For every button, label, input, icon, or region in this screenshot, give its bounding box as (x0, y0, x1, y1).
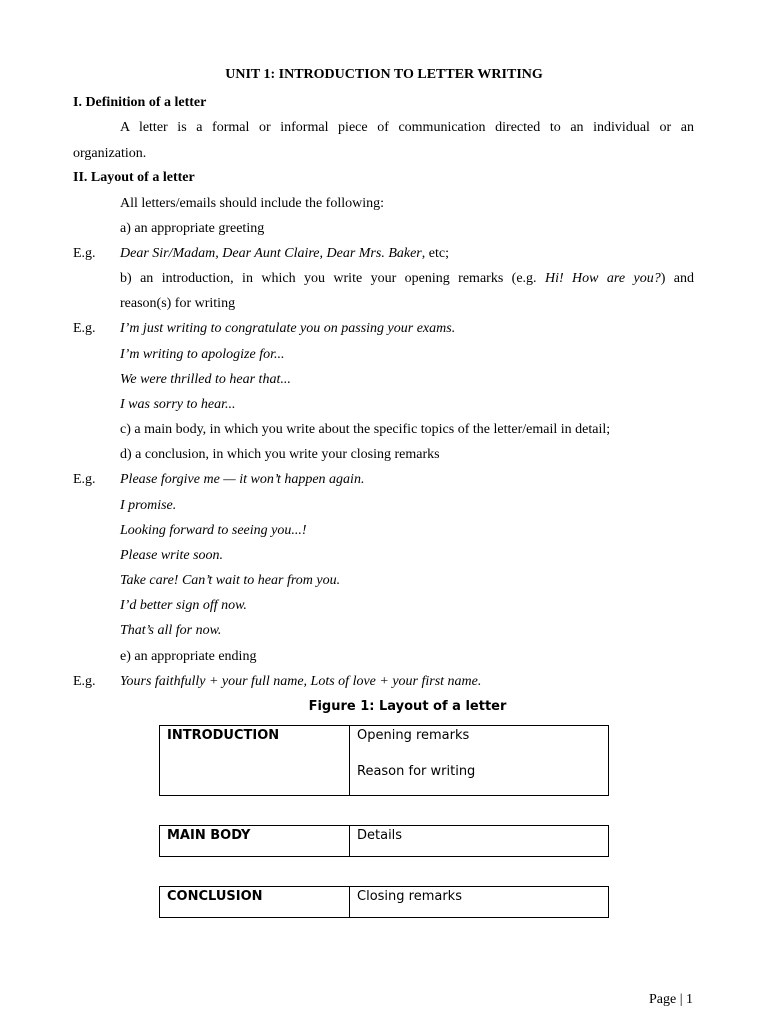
table-label-text: CONCLUSION (167, 889, 263, 904)
eg-label: E.g. (73, 674, 96, 689)
layout-table-conclusion (159, 886, 609, 918)
table-content-text: Closing remarks (357, 889, 462, 904)
example-intro: We were thrilled to hear that... (120, 372, 291, 387)
item-b-text: b) an introduction, in which you write your opening remarks (e.g. (120, 271, 545, 286)
item-e-ending: e) an appropriate ending (120, 649, 257, 664)
table-label-text: MAIN BODY (167, 828, 251, 843)
section-heading-layout: II. Layout of a letter (73, 170, 195, 185)
table-label (160, 726, 350, 796)
layout-table-introduction (159, 725, 609, 796)
example-intro: I was sorry to hear... (120, 397, 236, 412)
eg-label: E.g. (73, 246, 96, 261)
page-number: Page | 1 (649, 992, 694, 1007)
figure-caption: Figure 1: Layout of a letter (308, 699, 507, 714)
table-content (350, 726, 609, 796)
item-d-conclusion: d) a conclusion, in which you write your closing remarks (120, 447, 440, 462)
example-greeting-tail: , etc; (421, 246, 449, 261)
definition-paragraph-line1: A letter is a formal or informal piece of communication directed to an individual or an (120, 120, 694, 135)
example-closing: Please write soon. (120, 548, 224, 563)
definition-paragraph-line2: organization. (73, 146, 147, 161)
unit-title: UNIT 1: INTRODUCTION TO LETTER WRITING (225, 67, 543, 82)
example-intro: I’m writing to apologize for... (120, 347, 285, 362)
table-content-text: Details (357, 828, 403, 843)
example-closing: Please forgive me — it won’t happen again. (120, 472, 365, 487)
table-content (350, 887, 609, 918)
section-heading-definition: I. Definition of a letter (73, 95, 207, 110)
item-b-line2: reason(s) for writing (120, 296, 236, 311)
item-a-greeting: a) an appropriate greeting (120, 221, 265, 236)
table-label-text: INTRODUCTION (167, 728, 280, 743)
layout-table-main-body (159, 825, 609, 857)
item-b-introduction (120, 270, 694, 288)
table-label (160, 826, 350, 857)
table-content-text: Reason for writing (357, 764, 476, 779)
item-b-tail: ) and (660, 271, 694, 286)
example-intro: I’m just writing to congratulate you on passing your exams. (120, 321, 456, 336)
example-closing: Looking forward to seeing you...! (120, 523, 307, 538)
example-ending: Yours faithfully + your full name, Lots of love + your first name. (120, 674, 482, 689)
table-label (160, 887, 350, 918)
layout-intro: All letters/emails should include the following: (120, 196, 385, 211)
example-greeting (120, 245, 449, 263)
example-greeting-italic: Dear Sir/Madam, Dear Aunt Claire, Dear Mrs. Baker (120, 246, 422, 261)
example-closing: Take care! Can’t wait to hear from you. (120, 573, 341, 588)
example-closing: I’d better sign off now. (120, 598, 247, 613)
eg-label: E.g. (73, 472, 96, 487)
table-content-text: Opening remarks (357, 728, 470, 743)
table-content (350, 826, 609, 857)
item-c-main-body: c) a main body, in which you write about the specific topics of the letter/email in detail; (120, 422, 611, 437)
item-b-italic: Hi! How are you? (544, 271, 661, 286)
eg-label: E.g. (73, 321, 96, 336)
example-closing: I promise. (120, 498, 177, 513)
example-closing: That’s all for now. (120, 623, 222, 638)
